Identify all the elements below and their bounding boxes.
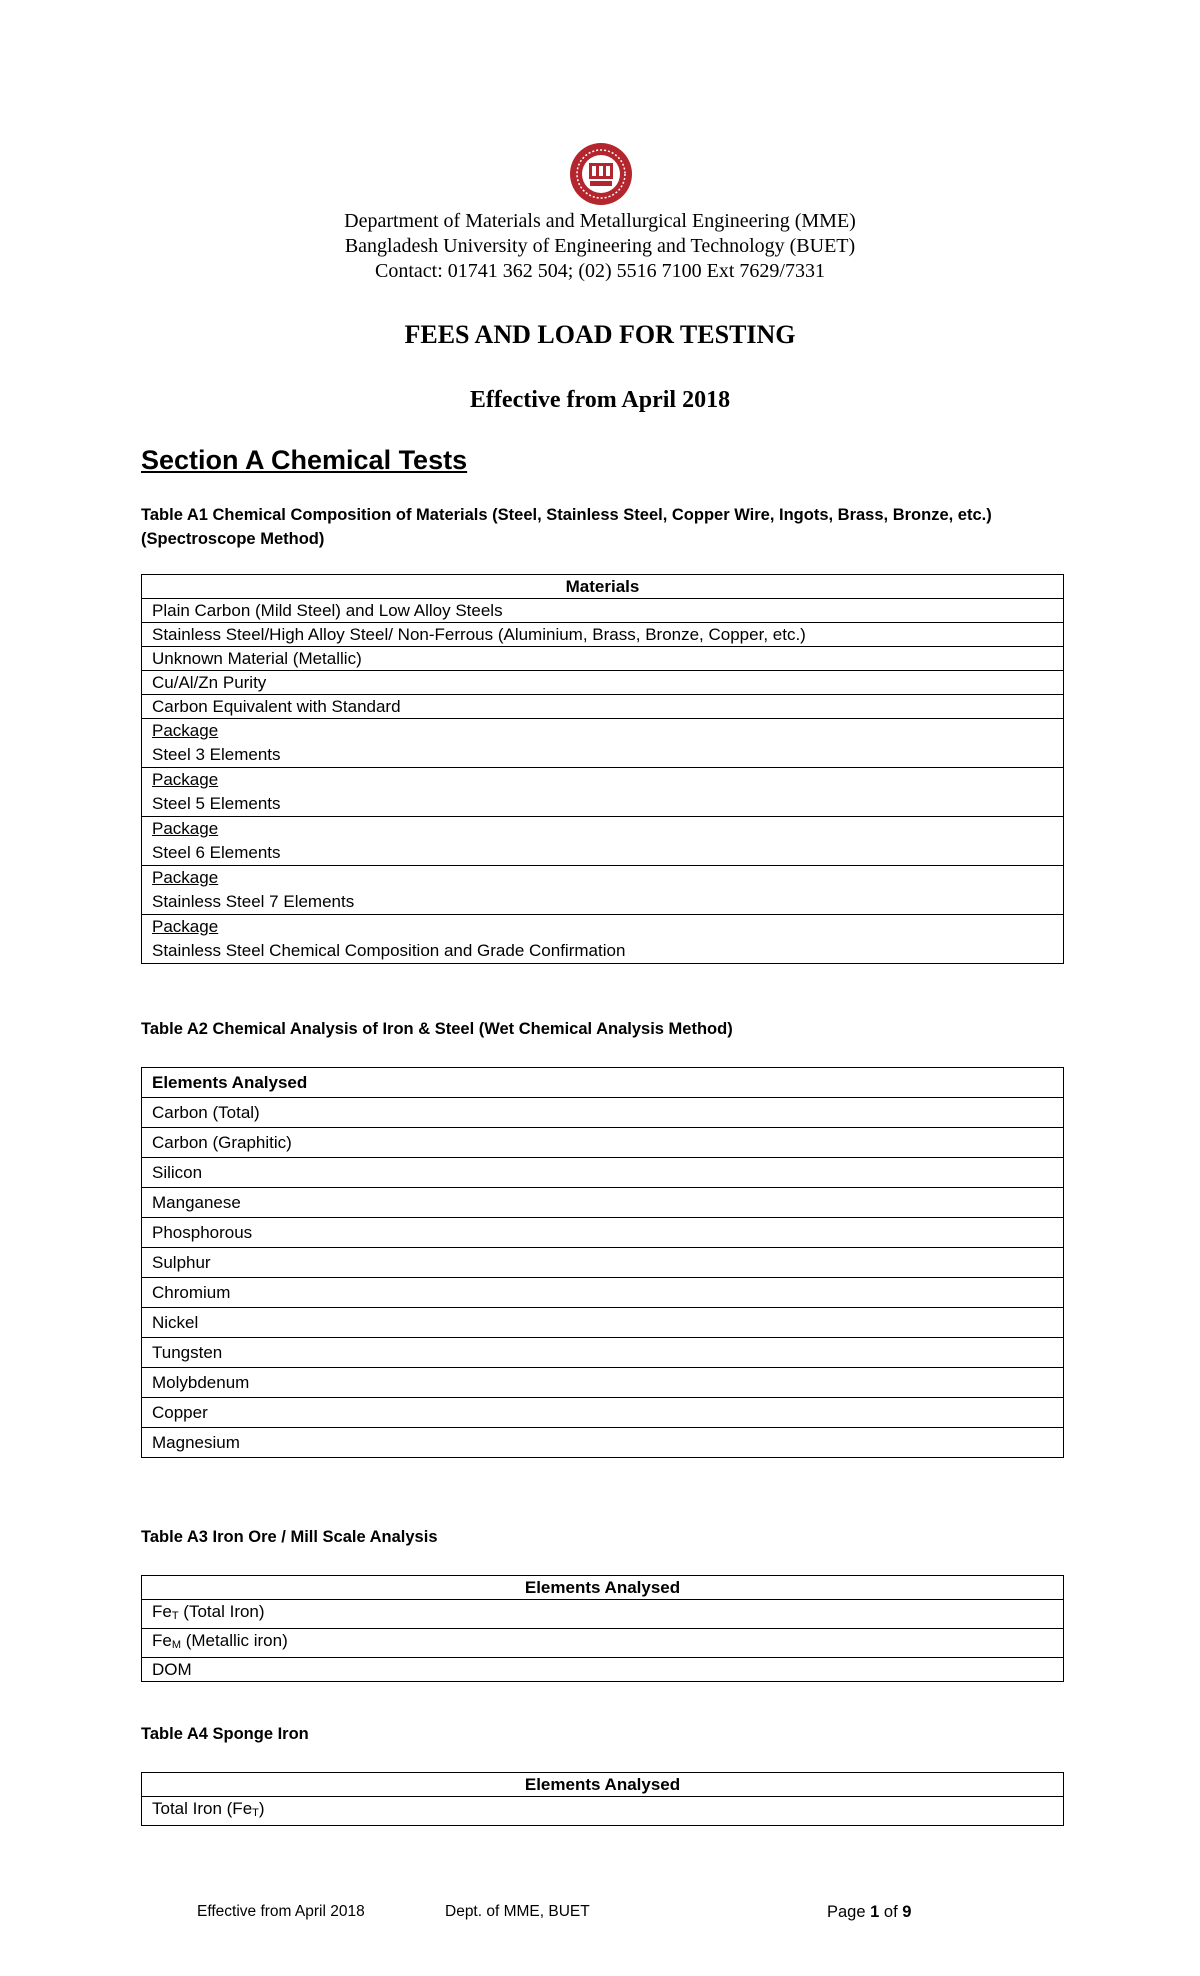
- package-label: Package: [152, 819, 219, 838]
- package-row: [142, 817, 1064, 866]
- table-row: $Fe_T$ (Total Iron): [142, 1600, 1064, 1629]
- table-row: Carbon (Total): [142, 1098, 1064, 1128]
- table-row: Magnesium: [142, 1428, 1064, 1458]
- table-row: Molybdenum: [142, 1368, 1064, 1398]
- table-row: Carbon (Graphitic): [142, 1128, 1064, 1158]
- table-row: Manganese: [142, 1188, 1064, 1218]
- package-label: Package: [152, 721, 219, 740]
- table-header: Materials: [142, 575, 1064, 599]
- table-row: Copper: [142, 1398, 1064, 1428]
- table-a3: [141, 1575, 1064, 1682]
- footer-department: Dept. of MME, BUET: [445, 1903, 590, 1920]
- section-a-heading: Section A Chemical Tests: [141, 445, 468, 475]
- table-row: Unknown Material (Metallic): [142, 647, 1064, 671]
- footer-page-number: Page 1 of 9: [827, 1903, 912, 1921]
- footer-effective-date: Effective from April 2018: [197, 1903, 365, 1920]
- table-header: Elements Analysed: [142, 1068, 1064, 1098]
- table-a2: [141, 1067, 1064, 1458]
- effective-date: Effective from April 2018: [469, 387, 731, 413]
- package-name: Stainless Steel Chemical Composition and Grade Confirmation: [152, 941, 626, 960]
- table-row: Nickel: [142, 1308, 1064, 1338]
- package-row: [142, 719, 1064, 768]
- table-row: Total Iron $(Fe_T)$: [142, 1797, 1064, 1826]
- package-row: [142, 915, 1064, 964]
- table-a1-caption: Table A1 Chemical Composition of Materials (Steel, Stainless Steel, Copper Wire, Ingots, Brass, Bronze, etc.) (Spectroscope Method): [141, 506, 992, 548]
- package-row: [142, 866, 1064, 915]
- header-line-3: Contact: 01741 362 504; (02) 5516 7100 Ext 7629/7331: [375, 260, 825, 282]
- package-label: Package: [152, 770, 219, 789]
- package-name: Steel 5 Elements: [152, 794, 281, 813]
- document-title: FEES AND LOAD FOR TESTING: [404, 320, 796, 349]
- table-a2-caption: Table A2 Chemical Analysis of Iron & Steel (Wet Chemical Analysis Method): [141, 1020, 733, 1038]
- package-row: [142, 768, 1064, 817]
- buet-logo: [568, 141, 634, 207]
- table-a4: [141, 1772, 1064, 1826]
- table-row: $Fe_M$ (Metallic iron): [142, 1629, 1064, 1658]
- table-row: Sulphur: [142, 1248, 1064, 1278]
- table-row: Plain Carbon (Mild Steel) and Low Alloy Steels: [142, 599, 1064, 623]
- package-name: Stainless Steel 7 Elements: [152, 892, 355, 911]
- table-header: Elements Analysed: [142, 1773, 1064, 1797]
- package-label: Package: [152, 917, 219, 936]
- header-line-2: Bangladesh University of Engineering and Technology (BUET): [344, 235, 856, 257]
- package-name: Steel 3 Elements: [152, 745, 281, 764]
- table-row: Phosphorous: [142, 1218, 1064, 1248]
- package-name: Steel 6 Elements: [152, 843, 281, 862]
- table-a3-caption: Table A3 Iron Ore / Mill Scale Analysis: [141, 1528, 438, 1546]
- table-row: Tungsten: [142, 1338, 1064, 1368]
- package-label: Package: [152, 868, 219, 887]
- table-row: Chromium: [142, 1278, 1064, 1308]
- table-row: Carbon Equivalent with Standard: [142, 695, 1064, 719]
- table-a1: [141, 574, 1064, 964]
- table-header: Elements Analysed: [142, 1576, 1064, 1600]
- table-row: Silicon: [142, 1158, 1064, 1188]
- table-row: Stainless Steel/High Alloy Steel/ Non-Ferrous (Aluminium, Brass, Bronze, Copper, etc.): [142, 623, 1064, 647]
- table-row: Cu/Al/Zn Purity: [142, 671, 1064, 695]
- table-row: DOM: [142, 1658, 1064, 1682]
- table-a4-caption: Table A4 Sponge Iron: [141, 1725, 309, 1743]
- header-line-1: Department of Materials and Metallurgical Engineering (MME): [344, 210, 856, 232]
